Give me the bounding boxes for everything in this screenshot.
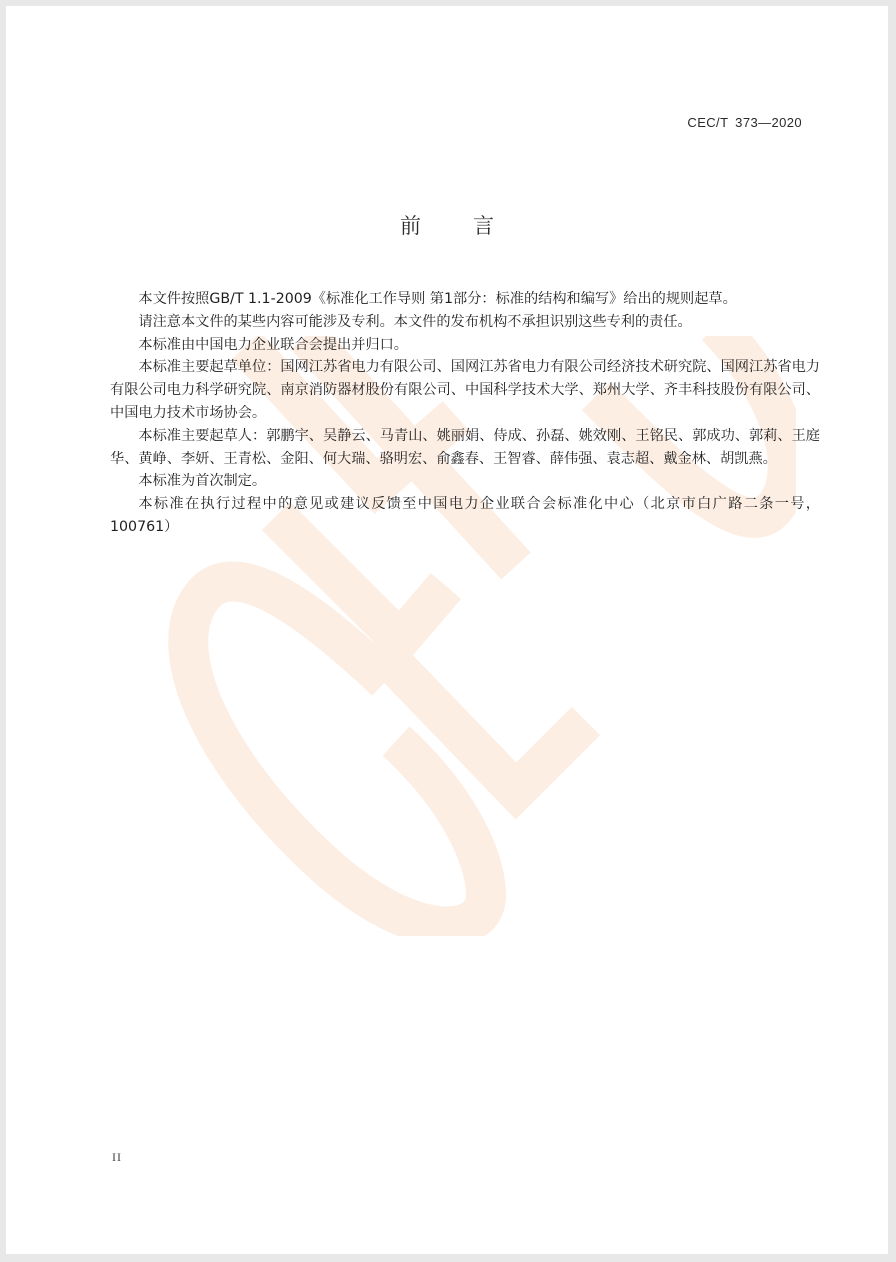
paragraph-feedback-contact: 本标准在执行过程中的意见或建议反馈至中国电力企业联合会标准化中心（北京市白广路二条一号，100761） [110,496,820,535]
paragraph-drafting-rules: 本文件按照GB/T 1.1-2009《标准化工作导则 第1部分：标准的结构和编写》给出的规则起草。 [138,291,737,307]
page-title [6,210,888,240]
document-page [6,6,888,1254]
page-title-char-2: 言 [473,214,494,238]
paragraph-drafters: 本标准主要起草人：郭鹏宇、吴静云、马青山、姚丽娟、侍成、孙磊、姚效刚、王铭民、郭成功、郭莉、王庭华、黄峥、李妍、王青松、金阳、何大瑞、骆明宏、俞鑫春、王智睿、薛伟强、袁志超、戴金林、胡凯燕。 [110,427,820,467]
paragraph-patent-notice: 请注意本文件的某些内容可能涉及专利。本文件的发布机构不承担识别这些专利的责任。 [138,313,692,330]
paragraph-first-edition: 本标准为首次制定。 [138,473,267,490]
document-code: CEC/T 373—2020 [687,115,802,130]
paragraph-proposer: 本标准由中国电力企业联合会提出并归口。 [138,336,408,353]
foreword-body [110,288,820,539]
paragraph-drafting-units: 本标准主要起草单位：国网江苏省电力有限公司、国网江苏省电力有限公司经济技术研究院、国网江苏省电力有限公司电力科学研究院、南京消防器材股份有限公司、中国科学技术大学、郑州大学、齐丰科技股份有限公司、中国电力技术市场协会。 [110,359,820,421]
page-title-char-1: 前 [400,214,421,238]
page-number: II [112,1150,122,1164]
